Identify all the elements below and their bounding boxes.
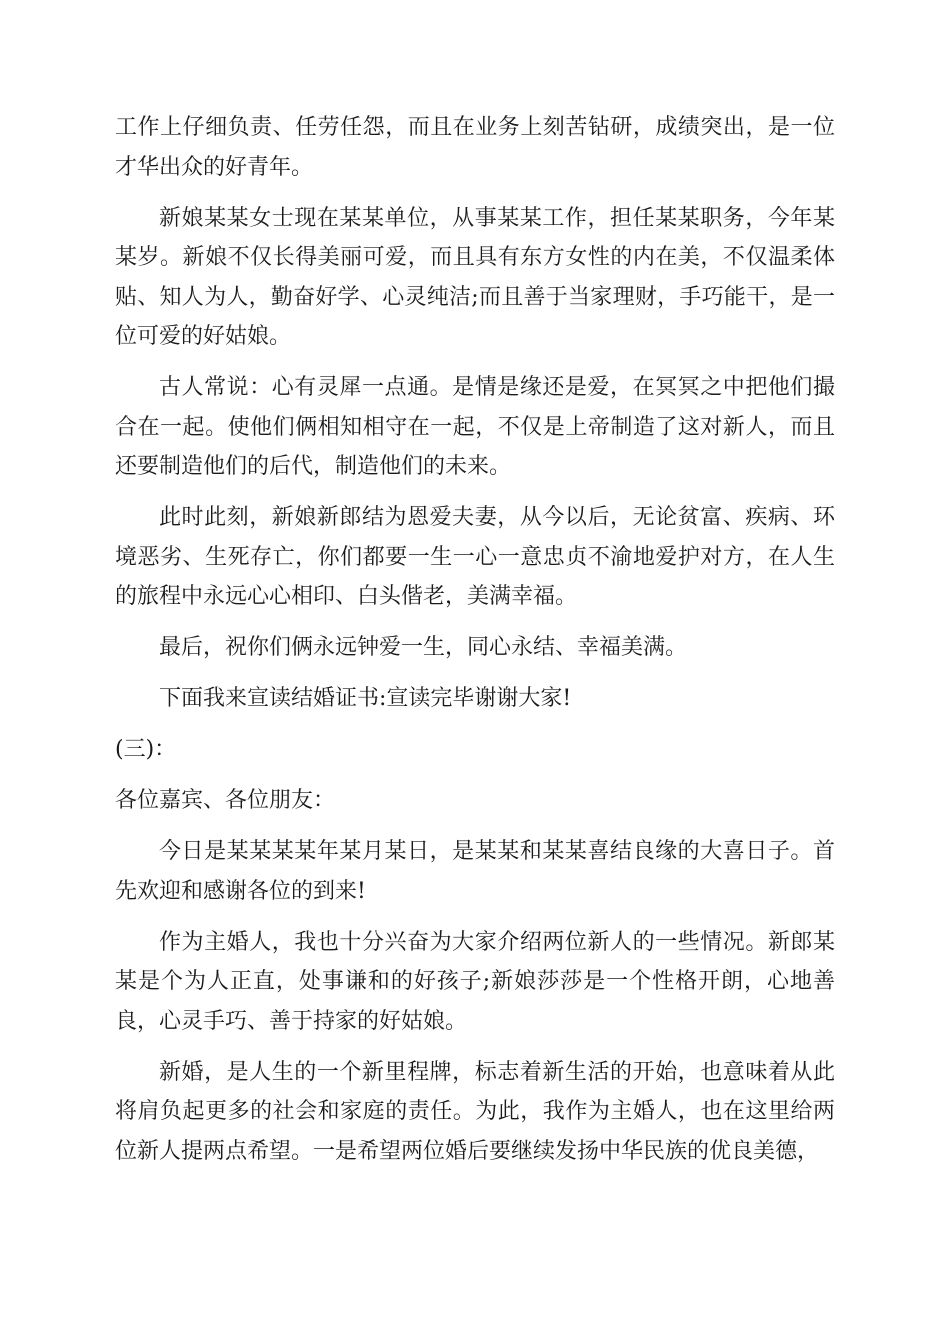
section-heading-three: (三)：: [115, 737, 177, 762]
paragraph-blessing: 最后，祝你们俩永远钟爱一生，同心永结、幸福美满。: [159, 635, 688, 660]
paragraph-ancient-saying: 古人常说：心有灵犀一点通。是情是缘还是爱，在冥冥之中把他们撮合在一起。使他们俩相知相守在一起，不仅是上帝制造了这对新人，而且还要制造他们的后代，制造他们的未来。: [115, 375, 835, 479]
paragraph-vows: 此时此刻，新娘新郎结为恩爱夫妻，从今以后，无论贫富、疾病、环境恶劣、生死存亡，你们都要一生一心一意忠贞不渝地爱护对方，在人生的旅程中永远心心相印、白头偕老，美满幸福。: [115, 505, 835, 609]
paragraph-salutation: 各位嘉宾、各位朋友：: [115, 788, 336, 813]
paragraph-welcome: 今日是某某某某年某月某日，是某某和某某喜结良缘的大喜日子。首先欢迎和感谢各位的到来!: [115, 839, 835, 904]
paragraph-hopes: 新婚，是人生的一个新里程牌，标志着新生活的开始，也意味着从此将肩负起更多的社会和家庭的责任。为此，我作为主婚人，也在这里给两位新人提两点希望。一是希望两位婚后要继续发扬中华民族的优良美德，: [115, 1059, 835, 1164]
paragraph-certificate-reading: 下面我来宣读结婚证书:宣读完毕谢谢大家!: [159, 686, 572, 711]
paragraph-groom-continuation: 工作上仔细负责、任劳任怨，而且在业务上刻苦钻研，成绩突出，是一位才华出众的好青年。: [115, 115, 835, 180]
paragraph-bride-intro: 新娘某某女士现在某某单位，从事某某工作，担任某某职务，今年某某岁。新娘不仅长得美丽可爱，而且具有东方女性的内在美，不仅温柔体贴、知人为人，勤奋好学、心灵纯洁;而且善于当家理财，手巧能干，是一位可爱的好姑娘。: [115, 205, 835, 349]
document-body: [115, 108, 835, 1183]
paragraph-couple-intro: 作为主婚人，我也十分兴奋为大家介绍两位新人的一些情况。新郎某某是个为人正直，处事谦和的好孩子;新娘莎莎是一个性格开朗，心地善良，心灵手巧、善于持家的好姑娘。: [115, 929, 835, 1034]
